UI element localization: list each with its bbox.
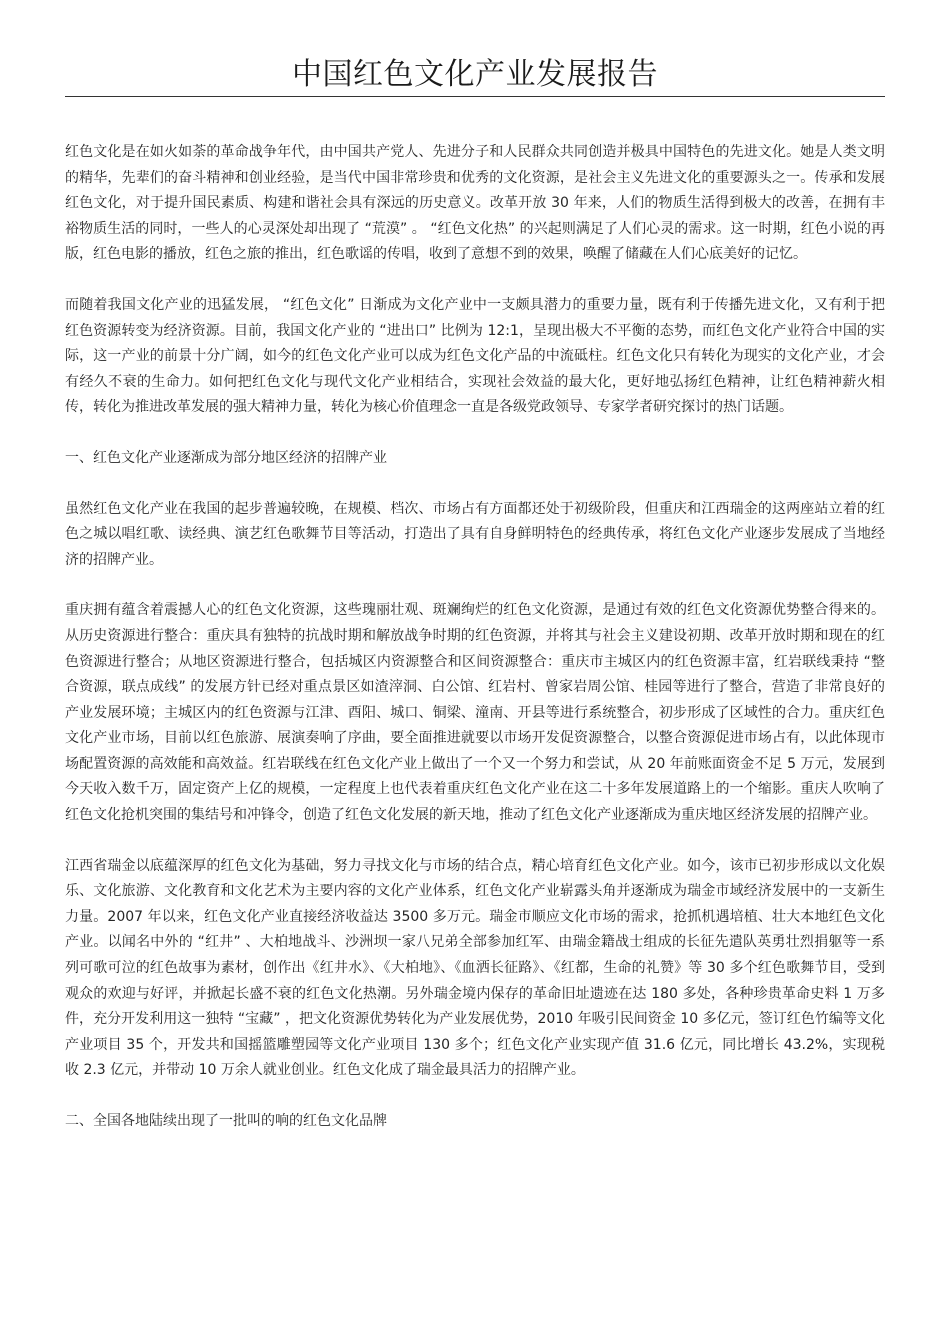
section-heading-2: 二、全国各地陆续出现了一批叫的响的红色文化品牌 — [65, 1113, 387, 1129]
section-1-paragraph-1: 虽然红色文化产业在我国的起步普遍较晚，在规模、档次、市场占有方面都还处于初级阶段，但重庆和江西瑞金的这两座站立着的红色之城以唱红歌、读经典、演艺红色歌舞节目等活动，打造出了具有自身鲜明特色的经典传承，将红色文化产业逐步发展成了当地经济的招牌产业。 — [65, 500, 885, 568]
section-heading-1: 一、红色文化产业逐渐成为部分地区经济的招牌产业 — [65, 449, 387, 466]
intro-paragraph-2: 而随着我国文化产业的迅猛发展， “红色文化” 日渐成为文化产业中一支颇具潜力的重要力量，既有利于传播先进文化，又有利于把红色资源转变为经济资源。目前，我国文化产业的 “进出口” 比例为 12:1，呈现出极大不平衡的态势，而红色文化产业符合中国的实际，这一产业的前景十分广阔，如今的红色文化产业可以成为红色文化产品的中流砥柱。红色文化只有转化为现实的文化产业，才会有经久不衰的生命力。如何把红色文化与现代文化产业相结合，实现社会效益的最大化，更好地弘扬红色精神，让红色精神薪火相传，转化为推进改革发展的强大精神力量，转化为核心价值理念一直是各级党政领导、专家学者研究探讨的热门话题。 — [65, 296, 885, 416]
ruijin-paragraph: 江西省瑞金以底蕴深厚的红色文化为基础，努力寻找文化与市场的结合点，精心培育红色文化产业。如今，该市已初步形成以文化娱乐、文化旅游、文化教育和文化艺术为主要内容的文化产业体系，红色文化产业崭露头角并逐渐成为瑞金市域经济发展中的一支新生力量。2007 年以来，红色文化产业直接经济收益达 3500 多万元。瑞金市顺应文化市场的需求，抢抓机遇培植、壮大本地红色文化产业。以闻名中外的 “红井” 、大柏地战斗、沙洲坝一家八兄弟全部参加红军、由瑞金籍战士组成的长征先遣队英勇壮烈捐躯等一系列可歌可泣的红色故事为素材，创作出《红井水》、《大柏地》、《血洒长征路》、《红都，生命的礼赞》等 30 多个红色歌舞节目，受到观众的欢迎与好评，并掀起长盛不衰的红色文化热潮。另外瑞金境内保存的革命旧址遗迹在达 180 多处，各种珍贵革命史料 1 万多件，充分开发利用这一独特 “宝藏” ，把文化资源优势转化为产业发展优势，2010 年吸引民间资金 10 多亿元，签订红色竹编等文化产业项目 35 个，开发共和国摇篮雕塑园等文化产业项目 130 多个；红色文化产业实现产值 31.6 亿元，同比增长 43.2%，实现税收 2.3 亿元，并带动 10 万余人就业创业。红色文化成了瑞金最具活力的招牌产业。 — [65, 857, 885, 1079]
chongqing-paragraph: 重庆拥有蕴含着震撼人心的红色文化资源，这些瑰丽壮观、斑斓绚烂的红色文化资源，是通过有效的红色文化资源优势整合得来的。从历史资源进行整合：重庆具有独特的抗战时期和解放战争时期的红色资源，并将其与社会主义建设初期、改革开放时期和现在的红色资源进行整合；从地区资源进行整合，包括城区内资源整合和区间资源整合：重庆市主城区内的红色资源丰富，红岩联线秉持 “整合资源，联点成线” 的发展方针已经对重点景区如渣滓洞、白公馆、红岩村、曾家岩周公馆、桂园等进行了整合，营造了非常良好的产业发展环境；主城区内的红色资源与江津、酉阳、城口、铜梁、潼南、开县等进行系统整合，初步形成了区域性的合力。重庆红色文化产业市场，目前以红色旅游、展演奏响了序曲，要全面推进就要以市场开发促资源整合，以整合资源促进市场占有，以此体现市场配置资源的高效能和高效益。红岩联线在红色文化产业上做出了一个又一个努力和尝试，从 20 年前账面资金不足 5 万元，发展到今天收入数千万，固定资产上亿的规模，一定程度上也代表着重庆红色文化产业在这二十多年发展道路上的一个缩影。重庆人吹响了红色文化抢机突围的集结号和冲锋令，创造了红色文化发展的新天地，推动了红色文化产业逐渐成为重庆地区经济发展的招牌产业。 — [65, 602, 885, 824]
document-title: 中国红色文化产业发展报告 — [292, 57, 658, 92]
title-underline — [65, 96, 885, 97]
intro-paragraph-1: 红色文化是在如火如荼的革命战争年代，由中国共产党人、先进分子和人民群众共同创造并极具中国特色的先进文化。她是人类文明的精华，先辈们的奋斗精神和创业经验，是当代中国非常珍贵和优秀的文化资源，是社会主义先进文化的重要源头之一。传承和发展红色文化，对于提升国民素质、构建和谐社会具有深远的历史意义。改革开放 30 年来，人们的物质生活得到极大的改善，在拥有丰裕物质生活的同时，一些人的心灵深处却出现了 “荒漠” 。 “红色文化热” 的兴起则满足了人们心灵的需求。这一时期，红色小说的再版，红色电影的播放，红色之旅的推出，红色歌谣的传唱，收到了意想不到的效果，唤醒了储藏在人们心底美好的记忆。 — [65, 144, 885, 263]
document-page — [65, 56, 885, 1160]
